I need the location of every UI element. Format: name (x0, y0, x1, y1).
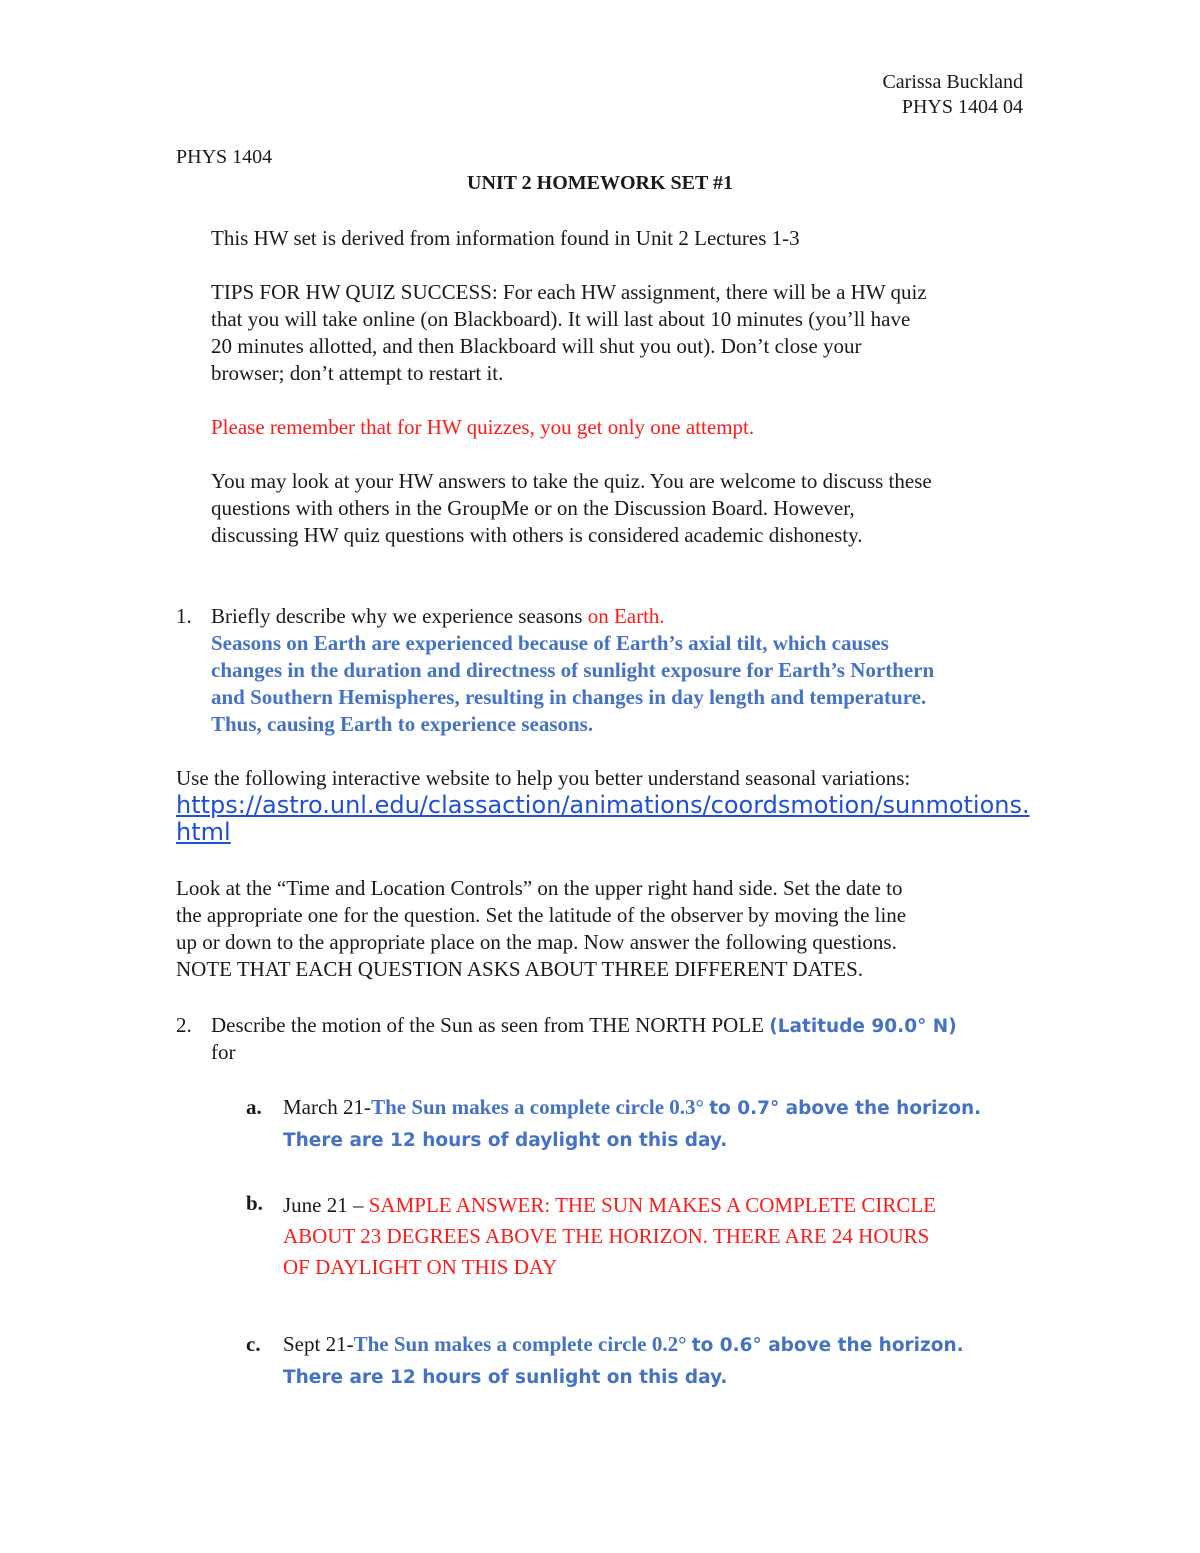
question-2-prompt: Describe the motion of the Sun as seen from THE NORTH POLE (Latitude 90.0° N) (211, 1013, 957, 1037)
tips-paragraph: TIPS FOR HW QUIZ SUCCESS: For each HW assignment, there will be a HW quiz that you will take online (on Blackboard). It will last about 10 minutes (you’ll have 20 minutes allotted, and then Blackboard will shut you out). Don’t close your browser; don’t attempt to restart it. (211, 280, 927, 385)
part-c: Sept 21-The Sun makes a complete circle 0.2° to 0.6° above the horizon. There are 12 hours of sunlight on this day. (283, 1332, 964, 1388)
part-b: June 21 – SAMPLE ANSWER: THE SUN MAKES A COMPLETE CIRCLE ABOUT 23 DEGREES ABOVE THE HORIZON. THERE ARE 24 HOURS OF DAYLIGHT ON THIS DAY (283, 1193, 937, 1279)
question-1-answer: Seasons on Earth are experienced because of Earth’s axial tilt, which causes changes in the duration and directness of sunlight exposure for Earth’s Northern and Southern Hemispheres, resulting in changes in day length and temperature. Thus, causing Earth to experience seasons. (211, 631, 935, 736)
document-title: UNIT 2 HOMEWORK SET #1 (467, 172, 733, 194)
student-name: Carissa Buckland (882, 71, 1023, 93)
quiz-reminder: Please remember that for HW quizzes, you get only one attempt. (211, 415, 755, 439)
instructions-paragraph: Look at the “Time and Location Controls” on the upper right hand side. Set the date to the appropriate one for the question. Set the latitude of the observer by moving the line up or down to the appropriate place on the map. Now answer the following questions. NOTE THAT EACH QUESTION ASKS ABOUT THREE DIFFERENT DATES. (176, 876, 907, 981)
part-a: March 21-The Sun makes a complete circle 0.3° to 0.7° above the horizon. There are 12 hours of daylight on this day. (283, 1095, 982, 1151)
policy-paragraph: You may look at your HW answers to take the quiz. You are welcome to discuss these questions with others in the GroupMe or on the Discussion Board. However, discussing HW quiz questions with others is considered academic dishonesty. (211, 469, 932, 547)
question-1-number: 1. (176, 604, 192, 628)
website-link[interactable]: https://astro.unl.edu/classaction/animations/coordsmotion/sunmotions. html (176, 791, 1030, 846)
page-header (882, 70, 1023, 120)
course-section: PHYS 1404 04 (901, 96, 1023, 118)
question-2-prompt-end: for (211, 1040, 236, 1064)
course-code: PHYS 1404 (176, 146, 273, 168)
intro-text: This HW set is derived from information found in Unit 2 Lectures 1-3 (211, 226, 800, 250)
part-b-letter: b. (246, 1191, 263, 1215)
website-intro: Use the following interactive website to help you better understand seasonal variations: (176, 766, 911, 790)
part-a-letter: a. (246, 1095, 262, 1119)
question-2-number: 2. (176, 1013, 192, 1037)
question-1-prompt: Briefly describe why we experience seasons on Earth. (211, 604, 665, 628)
question-1 (211, 603, 1031, 738)
part-c-letter: c. (246, 1332, 261, 1356)
